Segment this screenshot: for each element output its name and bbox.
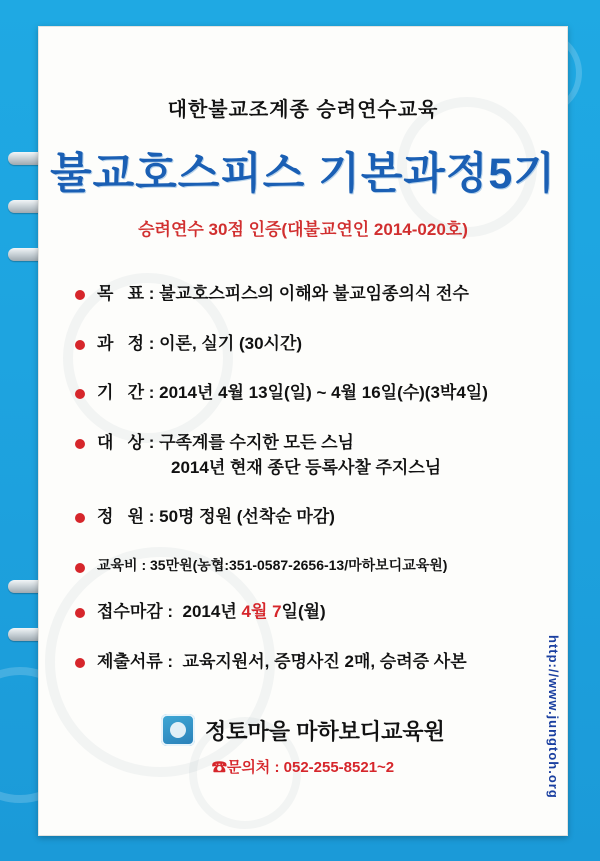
list-item-line: 대 상 : 구족계를 수지한 모든 스님 bbox=[97, 432, 354, 452]
list-item bbox=[75, 381, 567, 406]
list-item bbox=[75, 505, 567, 530]
list-item bbox=[75, 332, 567, 357]
deadline-accent: 4월 7 bbox=[241, 602, 282, 622]
bullet-dot-icon bbox=[75, 439, 85, 449]
bullet-dot-icon bbox=[75, 658, 85, 668]
list-item-line-secondary bbox=[97, 456, 567, 481]
list-item-body bbox=[97, 555, 567, 575]
list-item-line: 과 정 : 이론, 실기 (30시간) bbox=[97, 333, 303, 353]
contact-info: ☎문의처 : 052-255-8521~2 bbox=[211, 759, 395, 777]
list-item-body bbox=[97, 600, 567, 625]
list-item-body bbox=[97, 381, 567, 406]
list-item-body bbox=[97, 431, 567, 480]
poster-footer bbox=[39, 714, 567, 777]
bullet-dot-icon bbox=[75, 563, 85, 573]
list-item-line: 제출서류 : 교육지원서, 증명사진 2매, 승려증 사본 bbox=[97, 651, 467, 671]
list-item-body bbox=[97, 282, 567, 307]
list-item-body bbox=[97, 332, 567, 357]
poster-subtitle: 승려연수 30점 인증(대불교연인 2014-020호) bbox=[138, 220, 468, 239]
bullet-dot-icon bbox=[75, 340, 85, 350]
poster-kicker: 대한불교조계종 승려연수교육 bbox=[167, 99, 439, 121]
detail-list bbox=[39, 282, 567, 674]
list-item bbox=[75, 431, 567, 480]
bullet-dot-icon bbox=[75, 608, 85, 618]
list-item bbox=[75, 650, 567, 675]
bullet-dot-icon bbox=[75, 290, 85, 300]
list-item-line: 접수마감 : 2014년 4월 7일(월) bbox=[97, 602, 326, 622]
list-item-line: 목 표 : 불교호스피스의 이해와 불교임종의식 전수 bbox=[97, 284, 469, 303]
list-item-deadline bbox=[75, 600, 567, 625]
bullet-dot-icon bbox=[75, 513, 85, 523]
footer-organization bbox=[39, 714, 567, 746]
list-item-line: 기 간 : 2014년 4월 13일(일) ~ 4월 16일(수)(3박4일) bbox=[97, 383, 488, 403]
poster-page bbox=[38, 26, 568, 836]
page-title: 불교호스피스 기본과정5기 bbox=[50, 150, 556, 198]
list-item-line: 교육비 : 35만원(농협:351-0587-2656-13/마하보디교육원) bbox=[97, 556, 448, 573]
bullet-dot-icon bbox=[75, 389, 85, 399]
list-item bbox=[75, 282, 567, 307]
organization-name: 정토마을 마하보디교육원 bbox=[205, 718, 445, 744]
list-item-body bbox=[97, 505, 567, 530]
list-item-line-secondary-text: 2014년 현재 종단 등록사찰 주지스님 bbox=[171, 457, 442, 477]
list-item-body bbox=[97, 650, 567, 675]
website-url[interactable]: http://www.jungtoh.org bbox=[546, 635, 561, 799]
organization-logo-icon bbox=[161, 714, 195, 746]
list-item-line: 정 원 : 50명 정원 (선착순 마감) bbox=[97, 507, 335, 527]
list-item bbox=[75, 555, 567, 575]
